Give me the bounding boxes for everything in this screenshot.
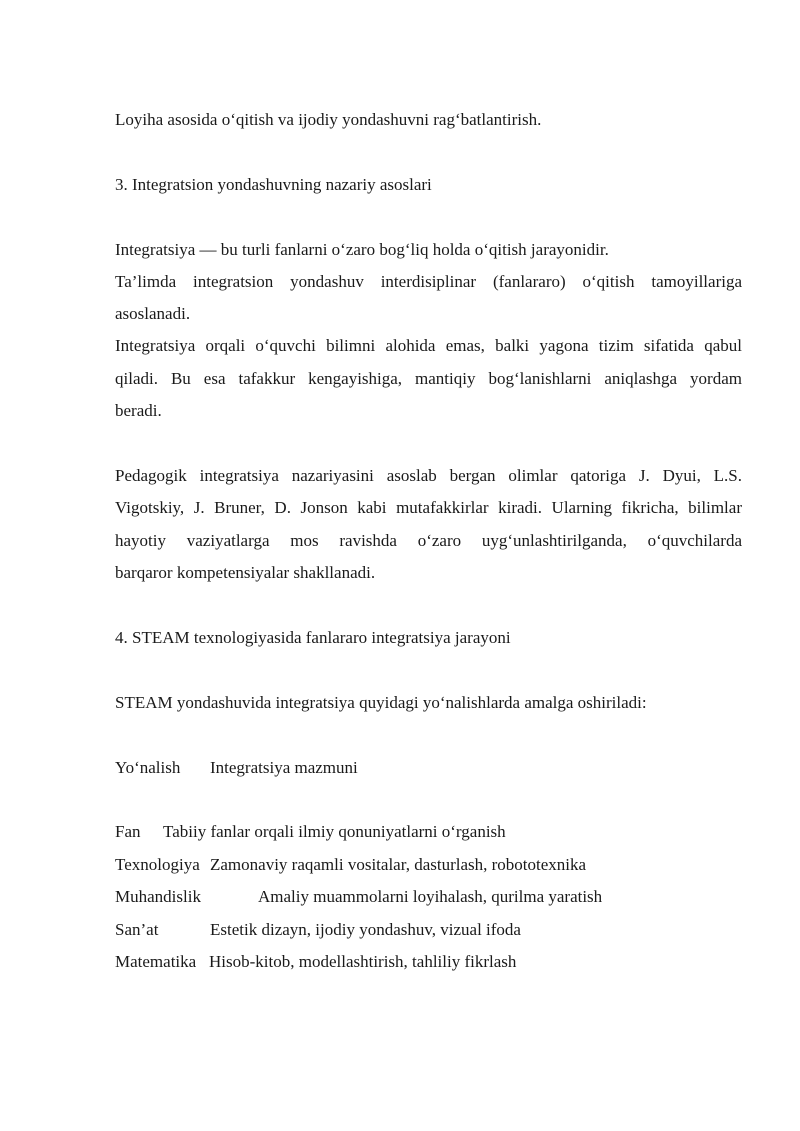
table-header-direction: Yoʻnalish (115, 758, 181, 777)
document-page (115, 0, 742, 1131)
paragraph-integration-definition: Integratsiya — bu turli fanlarni oʻzaro bogʻliq holda oʻqitish jarayonidir. (115, 240, 609, 259)
paragraph-scholars-line-3: hayotiy vaziyatlarga mos ravishda oʻzaro uygʻunlashtirilganda, oʻquvchilarda (115, 531, 742, 550)
section-4-heading: 4. STEAM texnologiyasida fanlararo integratsiya jarayoni (115, 628, 511, 647)
table-cell-direction: Fan (115, 822, 141, 841)
table-row (115, 855, 587, 875)
table-header-row (115, 758, 358, 778)
paragraph-scholars-line-4: barqaror kompetensiyalar shakllanadi. (115, 563, 376, 582)
paragraph-unified-system-line-2: qiladi. Bu esa tafakkur kengayishiga, mantiqiy bogʻlanishlarni aniqlashga yordam (115, 369, 742, 388)
table-cell-content: Estetik dizayn, ijodiy yondashuv, vizual ifoda (210, 920, 521, 939)
paragraph-interdisciplinary-line-1: Ta’limda integratsion yondashuv interdisiplinar (fanlararo) oʻqitish tamoyillariga (115, 272, 742, 291)
table-cell-direction: Muhandislik (115, 887, 201, 906)
paragraph-unified-system-line-3: beradi. (115, 401, 162, 420)
table-cell-content: Hisob-kitob, modellashtirish, tahliliy fikrlash (209, 952, 517, 971)
table-cell-content: Amaliy muammolarni loyihalash, qurilma yaratish (258, 887, 603, 906)
table-row (115, 887, 603, 907)
intro-line: Loyiha asosida oʻqitish va ijodiy yondashuvni ragʻbatlantirish. (115, 110, 542, 129)
table-cell-content: Tabiiy fanlar orqali ilmiy qonuniyatlarni oʻrganish (163, 822, 506, 841)
paragraph-interdisciplinary-line-2: asoslanadi. (115, 304, 191, 323)
table-row (115, 952, 517, 972)
paragraph-unified-system-line-1: Integratsiya orqali oʻquvchi bilimni alohida emas, balki yagona tizim sifatida qabul (115, 336, 742, 355)
table-cell-direction: Matematika (115, 952, 197, 971)
table-cell-direction: Texnologiya (115, 855, 200, 874)
table-cell-content: Zamonaviy raqamli vositalar, dasturlash, robototexnika (210, 855, 587, 874)
table-row (115, 920, 521, 940)
paragraph-scholars-line-2: Vigotskiy, J. Bruner, D. Jonson kabi mutafakkirlar kiradi. Ularning fikricha, bilimlar (115, 498, 742, 517)
table-header-content: Integratsiya mazmuni (210, 758, 358, 777)
section-3-heading: 3. Integratsion yondashuvning nazariy asoslari (115, 175, 432, 194)
section-4-intro: STEAM yondashuvida integratsiya quyidagi yoʻnalishlarda amalga oshiriladi: (115, 693, 647, 712)
table-row (115, 822, 506, 842)
table-cell-direction: San’at (115, 920, 159, 939)
paragraph-scholars-line-1: Pedagogik integratsiya nazariyasini asoslab bergan olimlar qatoriga J. Dyui, L.S. (115, 466, 742, 485)
